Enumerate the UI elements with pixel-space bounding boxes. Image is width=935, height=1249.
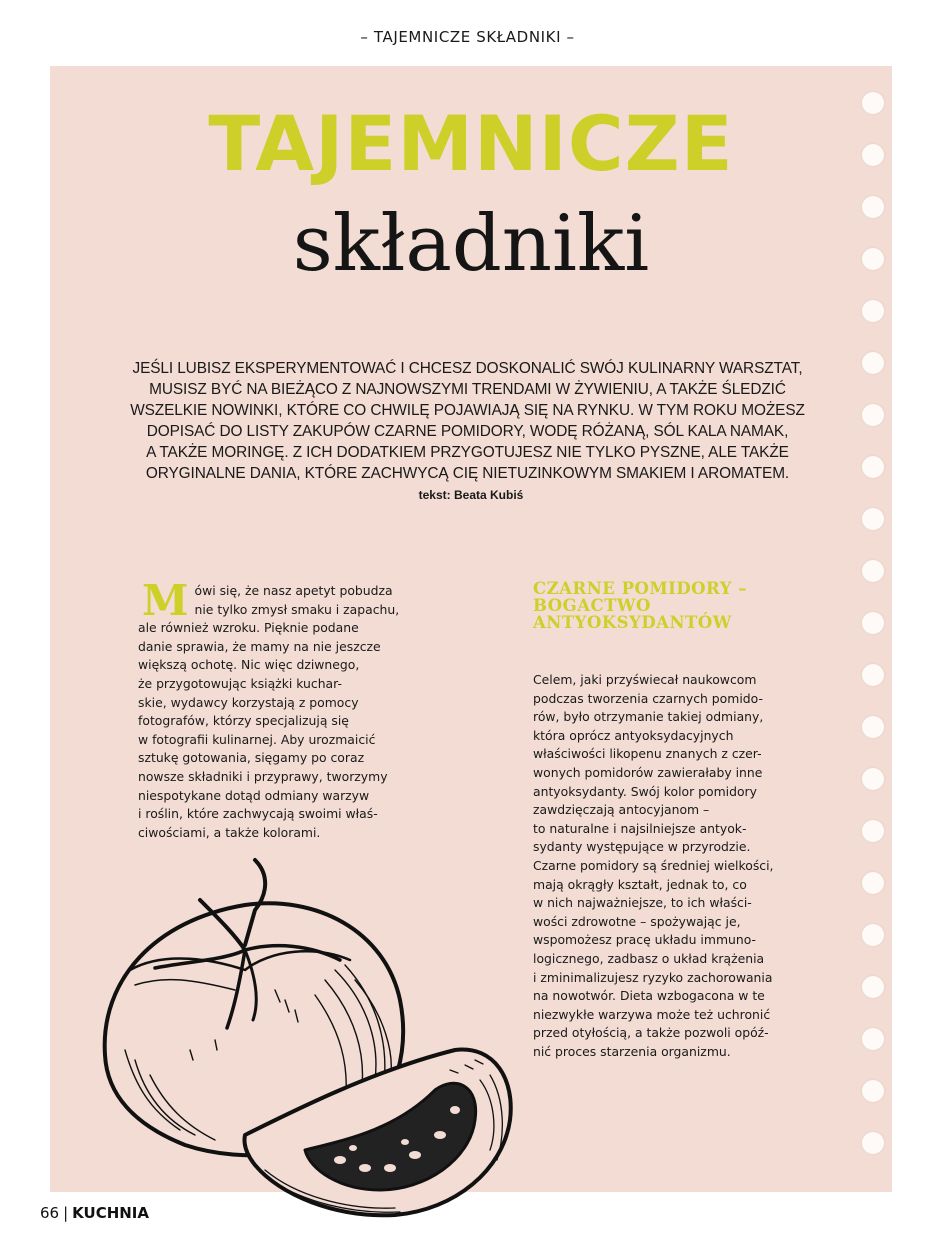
- body-line: nie tylko zmysł smaku i zapachu,: [194, 601, 400, 617]
- body-line: ale również wzroku. Pięknie podane: [138, 620, 359, 636]
- binder-hole-icon: [862, 768, 884, 790]
- body-line: wspomożesz pracę układu immuno-: [533, 932, 757, 948]
- page-title: TAJEMNICZE: [208, 99, 734, 188]
- lead-line: WSZELKIE NOWINKI, KTÓRE CO CHWILĘ POJAWIAJĄ SIĘ NA RYNKU. W TYM ROKU MOŻESZ: [130, 402, 805, 419]
- body-line: niezwykłe warzywa może też uchronić: [533, 1006, 771, 1022]
- body-line: która oprócz antyoksydacyjnych: [533, 727, 734, 743]
- body-line: nić proces starzenia organizmu.: [533, 1043, 731, 1059]
- body-line: sztukę gotowania, sięgamy po coraz: [138, 750, 365, 766]
- subhead-line: BOGACTWO: [533, 596, 651, 615]
- running-head: – TAJEMNICZE SKŁADNIKI –: [360, 28, 575, 46]
- body-line: niespotykane dotąd odmiany warzyw: [138, 787, 370, 803]
- binder-hole-icon: [862, 456, 884, 478]
- page-folio: [40, 1204, 149, 1222]
- body-line: w fotografii kulinarnej. Aby urozmaicić: [138, 731, 376, 747]
- lead-line: A TAKŻE MORINGĘ. Z ICH DODATKIEM PRZYGOTUJESZ NIE TYLKO PYSZNE, ALE TAKŻE: [146, 444, 789, 461]
- subhead-line: ANTYOKSYDANTÓW: [533, 613, 732, 632]
- body-line: w nich najważniejsze, to ich właści-: [533, 895, 752, 911]
- binder-hole-icon: [862, 1132, 884, 1154]
- binder-hole-icon: [862, 716, 884, 738]
- binder-hole-icon: [862, 612, 884, 634]
- body-line: Celem, jaki przyświecał naukowcom: [533, 672, 757, 687]
- subhead-line: CZARNE POMIDORY –: [533, 579, 748, 598]
- binder-hole-icon: [862, 872, 884, 894]
- binder-hole-icon: [862, 1080, 884, 1102]
- body-line: że przygotowując książki kuchar-: [138, 675, 342, 691]
- section-name: KUCHNIA: [72, 1204, 150, 1222]
- body-line: sydanty występujące w przyrodzie.: [533, 839, 751, 855]
- page-number: 66: [40, 1204, 60, 1222]
- drop-cap: M: [142, 576, 189, 625]
- body-line: danie sprawia, że mamy na nie jeszcze: [138, 638, 381, 654]
- body-line: wonych pomidorów zawierałaby inne: [533, 764, 763, 780]
- left-column-body: [138, 576, 400, 842]
- body-line: zawdzięczają antocyjanom –: [533, 802, 710, 818]
- binder-hole-icon: [862, 508, 884, 530]
- body-line: skie, wydawcy korzystają z pomocy: [138, 694, 359, 710]
- section-subheading: [533, 580, 788, 631]
- byline: tekst: Beata Kubiś: [418, 488, 524, 502]
- body-line: Czarne pomidory są średniej wielkości,: [533, 857, 774, 873]
- body-line: ówi się, że nasz apetyt pobudza: [194, 583, 393, 598]
- body-line: logicznego, zadbasz o układ krążenia: [533, 950, 765, 966]
- body-line: na nowotwór. Dieta wzbogacona w te: [533, 988, 765, 1004]
- binder-hole-icon: [862, 664, 884, 686]
- lead-paragraph: [110, 358, 825, 484]
- binder-hole-icon: [862, 560, 884, 582]
- body-line: to naturalne i najsilniejsze antyok-: [533, 820, 747, 836]
- body-line: i roślin, które zachwycają swoimi właś-: [138, 806, 378, 822]
- body-line: i zminimalizujesz ryzyko zachorowania: [533, 969, 773, 985]
- page-subtitle: składniki: [292, 199, 650, 289]
- binder-hole-icon: [862, 924, 884, 946]
- binder-hole-icon: [862, 300, 884, 322]
- lead-line: DOPISAĆ DO LISTY ZAKUPÓW CZARNE POMIDORY, WODĘ RÓŻANĄ, SÓL KALA NAMAK,: [146, 423, 789, 440]
- binder-hole-icon: [862, 976, 884, 998]
- body-line: rów, było otrzymanie takiej odmiany,: [533, 709, 764, 725]
- body-line: antyoksydanty. Swój kolor pomidory: [533, 783, 757, 799]
- binder-hole-icon: [862, 352, 884, 374]
- body-line: fotografów, którzy specjalizują się: [138, 713, 349, 729]
- lead-line: ORYGINALNE DANIA, KTÓRE ZACHWYCĄ CIĘ NIETUZINKOWYM SMAKIEM I AROMATEM.: [145, 465, 790, 482]
- lead-line: MUSISZ BYĆ NA BIEŻĄCO Z NAJNOWSZYMI TRENDAMI W ŻYWIENIU, A TAKŻE ŚLEDZIĆ: [149, 381, 786, 398]
- right-column-body: [533, 671, 788, 1061]
- body-line: mają okrągły kształt, jednak to, co: [533, 876, 747, 892]
- body-line: właściwości likopenu znanych z czer-: [533, 746, 762, 762]
- body-line: przed otyłością, a także pozwoli opóź-: [533, 1025, 769, 1041]
- body-line: podczas tworzenia czarnych pomido-: [533, 690, 763, 706]
- binder-hole-icon: [862, 820, 884, 842]
- torn-notebook-edge: [892, 66, 935, 1192]
- right-column: [533, 580, 788, 1061]
- body-line: nowsze składniki i przyprawy, tworzymy: [138, 768, 388, 784]
- binder-hole-icon: [862, 404, 884, 426]
- tomato-illustration-icon: [95, 850, 525, 1220]
- binder-hole-icon: [862, 1028, 884, 1050]
- lead-line: JEŚLI LUBISZ EKSPERYMENTOWAĆ I CHCESZ DOSKONALIĆ SWÓJ KULINARNY WARSZTAT,: [132, 360, 803, 377]
- body-line: ciwościami, a także kolorami.: [138, 824, 321, 840]
- folio-separator: |: [63, 1204, 69, 1222]
- body-line: wości zdrowotne – spożywając je,: [533, 913, 741, 929]
- body-line: większą ochotę. Nic więc dziwnego,: [138, 657, 360, 673]
